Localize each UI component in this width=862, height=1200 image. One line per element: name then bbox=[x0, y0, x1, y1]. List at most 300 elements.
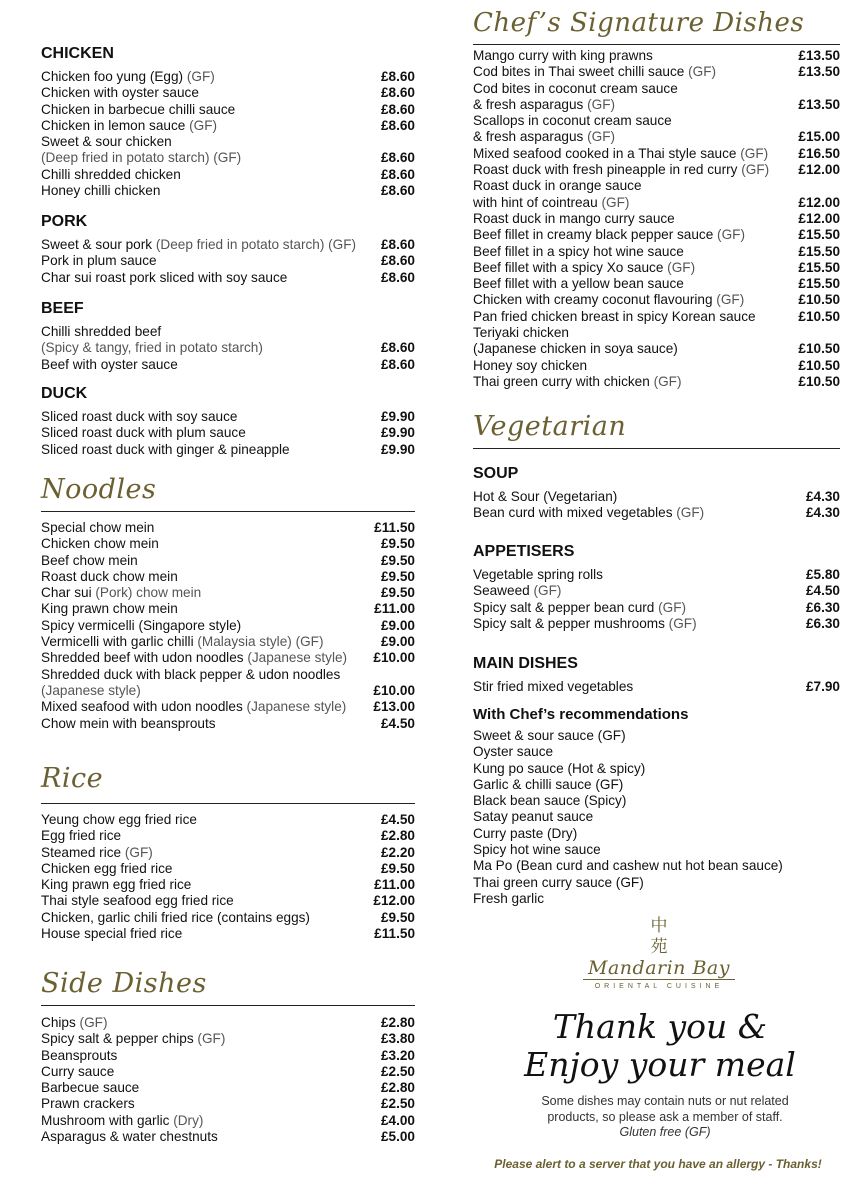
menu-item bbox=[41, 237, 415, 253]
item-note: (GF) bbox=[185, 117, 218, 133]
menu-item-name bbox=[41, 340, 375, 356]
menu-item-name bbox=[473, 97, 792, 113]
item-note: (Japanese style) bbox=[41, 682, 141, 698]
item-name-text: Egg fried rice bbox=[41, 828, 122, 844]
menu-item-price: £9.50 bbox=[380, 585, 415, 601]
item-note: (GF) bbox=[672, 505, 705, 521]
item-name-text: Stir fried mixed vegetables bbox=[473, 679, 634, 694]
section-title: SOUP bbox=[473, 465, 519, 482]
menu-item-name bbox=[473, 48, 792, 64]
menu-item bbox=[41, 150, 415, 166]
menu-item bbox=[473, 600, 840, 616]
menu-item-price: £12.00 bbox=[798, 162, 840, 178]
menu-item-price: £13.50 bbox=[798, 96, 840, 112]
item-name-text: Cod bites in coconut cream sauce bbox=[473, 80, 678, 96]
menu-item-name bbox=[41, 910, 375, 926]
section-heading-signature: Chef’s Signature Dishes bbox=[473, 8, 805, 38]
item-name-text: Pork in plum sauce bbox=[41, 253, 157, 269]
section-title: DUCK bbox=[41, 385, 88, 402]
menu-list bbox=[473, 679, 840, 695]
item-name-text: Thai green curry with chicken bbox=[473, 373, 650, 389]
section-title: MAIN DISHES bbox=[473, 655, 578, 672]
item-note: (Deep fried in potato starch) (GF) bbox=[41, 150, 242, 166]
menu-item bbox=[41, 1048, 415, 1064]
menu-item-price: £2.50 bbox=[380, 1096, 415, 1112]
section-beef bbox=[41, 300, 415, 373]
item-name-text: Chicken chow mein bbox=[41, 536, 159, 552]
item-name-text: Beansprouts bbox=[41, 1047, 118, 1063]
section-duck bbox=[41, 385, 415, 458]
menu-item bbox=[41, 1113, 415, 1129]
recommendation-list bbox=[473, 728, 840, 907]
menu-item-name bbox=[473, 600, 800, 616]
menu-item-price: £10.50 bbox=[798, 308, 840, 324]
menu-item-name bbox=[41, 877, 368, 893]
menu-list bbox=[41, 409, 415, 458]
section-heading-vegetarian: Vegetarian bbox=[473, 411, 627, 442]
menu-item bbox=[41, 812, 415, 828]
menu-item bbox=[41, 683, 415, 699]
item-note: (GF) bbox=[737, 162, 770, 178]
menu-item-price: £3.80 bbox=[380, 1031, 415, 1047]
allergen-note bbox=[500, 1094, 830, 1141]
item-note: (GF) bbox=[664, 615, 697, 631]
menu-item-price: £5.00 bbox=[380, 1129, 415, 1145]
recommendation-item: Curry paste (Dry) bbox=[473, 825, 578, 841]
item-name-text: Beef with oyster sauce bbox=[41, 356, 178, 372]
menu-item-name bbox=[41, 683, 367, 699]
item-note: (Spicy & tangy, fried in potato starch) bbox=[41, 340, 263, 356]
item-note: (GF) bbox=[649, 373, 682, 389]
menu-item-name bbox=[41, 553, 375, 569]
menu-item bbox=[473, 146, 840, 162]
recommendation-item: Satay peanut sauce bbox=[473, 809, 594, 825]
section-heading-side-dishes: Side Dishes bbox=[41, 968, 207, 999]
menu-list bbox=[41, 520, 415, 732]
menu-item-name bbox=[473, 227, 792, 243]
menu-item-price: £16.50 bbox=[798, 145, 840, 161]
section-pork bbox=[41, 213, 415, 286]
menu-item bbox=[41, 716, 415, 732]
menu-item-name bbox=[41, 1080, 375, 1096]
menu-item bbox=[473, 162, 840, 178]
menu-item-name bbox=[41, 1031, 375, 1047]
item-note: (GF) bbox=[736, 145, 769, 161]
item-note: (Japanese style) bbox=[243, 650, 348, 666]
menu-item-price: £12.00 bbox=[798, 194, 840, 210]
recommendation-item: Garlic & chilli sauce (GF) bbox=[473, 776, 624, 792]
menu-item-name bbox=[473, 292, 792, 308]
divider bbox=[473, 44, 840, 45]
menu-item-price: £7.90 bbox=[805, 679, 840, 694]
menu-item-name bbox=[41, 828, 375, 844]
menu-item-price: £11.00 bbox=[374, 601, 415, 617]
thanks-line: Thank you & bbox=[552, 1007, 768, 1046]
menu-item-price: £5.80 bbox=[805, 567, 840, 582]
item-name-text: Seaweed bbox=[473, 583, 530, 599]
menu-item-price: £4.00 bbox=[380, 1112, 415, 1128]
item-note: (Malaysia style) (GF) bbox=[193, 634, 324, 650]
menu-item-price: £12.00 bbox=[798, 210, 840, 226]
menu-item bbox=[41, 1015, 415, 1031]
menu-item-price: £9.50 bbox=[380, 860, 415, 876]
menu-item bbox=[41, 861, 415, 877]
menu-item-name bbox=[473, 325, 834, 341]
menu-item-name bbox=[41, 716, 375, 732]
menu-item-name bbox=[41, 150, 375, 166]
item-name-text: Chicken foo yung (Egg) bbox=[41, 69, 184, 84]
menu-item-name bbox=[473, 178, 834, 194]
item-name-text: Beef fillet in creamy black pepper sauce bbox=[473, 227, 714, 243]
section-noodles bbox=[41, 474, 415, 732]
item-name-text: Teriyaki chicken bbox=[473, 325, 569, 341]
menu-item bbox=[41, 926, 415, 942]
menu-item bbox=[41, 409, 415, 425]
item-note: (GF) bbox=[663, 259, 696, 275]
menu-item-price: £10.50 bbox=[798, 341, 840, 357]
section-rice bbox=[41, 763, 415, 942]
item-name-text: Roast duck in orange sauce bbox=[473, 178, 642, 194]
menu-item-name bbox=[473, 358, 792, 374]
item-name-text: Honey soy chicken bbox=[473, 357, 588, 373]
section-vegetarian bbox=[473, 411, 840, 449]
menu-item-price: £11.50 bbox=[374, 926, 415, 942]
menu-item bbox=[41, 1096, 415, 1112]
menu-item-price: £8.60 bbox=[380, 269, 415, 285]
section-title: CHICKEN bbox=[41, 45, 114, 62]
menu-item bbox=[473, 309, 840, 325]
item-name-text: Special chow mein bbox=[41, 520, 155, 535]
item-note: (GF) bbox=[193, 1031, 226, 1047]
section-heading-rice: Rice bbox=[41, 763, 104, 794]
menu-list bbox=[41, 237, 415, 286]
item-name-text: Honey chilli chicken bbox=[41, 183, 161, 199]
menu-item bbox=[41, 1064, 415, 1080]
menu-item bbox=[41, 102, 415, 118]
recommendation-item: Ma Po (Bean curd and cashew nut hot bean sauce) bbox=[473, 858, 783, 874]
menu-item bbox=[41, 520, 415, 536]
section-heading-noodles: Noodles bbox=[41, 474, 157, 505]
menu-item-name bbox=[41, 650, 367, 666]
item-name-text: Pan fried chicken breast in spicy Korean sauce bbox=[473, 308, 756, 324]
item-name-text: Thai style seafood egg fried rice bbox=[41, 893, 234, 909]
item-name-text: Chilli shredded chicken bbox=[41, 166, 181, 182]
menu-item-price: £9.90 bbox=[380, 425, 415, 441]
item-name-text: Spicy salt & pepper mushrooms bbox=[473, 615, 665, 631]
menu-item bbox=[473, 341, 840, 357]
item-name-text: Chicken in barbecue chilli sauce bbox=[41, 101, 236, 117]
menu-item-price: £2.80 bbox=[380, 1080, 415, 1096]
menu-item bbox=[473, 567, 840, 583]
menu-item-name bbox=[41, 324, 409, 340]
menu-item bbox=[41, 442, 415, 458]
menu-item bbox=[41, 585, 415, 601]
menu-item-price: £15.50 bbox=[798, 259, 840, 275]
item-name-text: Chicken with oyster sauce bbox=[41, 85, 199, 101]
menu-item-name bbox=[41, 893, 367, 909]
menu-item-name bbox=[473, 64, 792, 80]
menu-item-price: £8.60 bbox=[380, 253, 415, 269]
menu-item bbox=[41, 910, 415, 926]
item-name-text: House special fried rice bbox=[41, 926, 183, 942]
menu-item-name bbox=[473, 244, 792, 260]
menu-item-name bbox=[473, 162, 792, 178]
item-name-text: & fresh asparagus bbox=[473, 96, 584, 112]
menu-item bbox=[473, 227, 840, 243]
item-note: (GF) bbox=[597, 194, 630, 210]
item-note: (Pork) chow mein bbox=[91, 585, 202, 601]
menu-item-price: £8.60 bbox=[380, 356, 415, 372]
menu-list bbox=[473, 489, 840, 522]
menu-item bbox=[41, 183, 415, 199]
section-recommendations bbox=[473, 706, 840, 907]
menu-list bbox=[41, 1015, 415, 1145]
menu-item bbox=[41, 650, 415, 666]
note-line: Some dishes may contain nuts or nut related bbox=[541, 1094, 789, 1108]
menu-item bbox=[41, 118, 415, 134]
menu-item bbox=[41, 618, 415, 634]
menu-item-price: £15.50 bbox=[798, 227, 840, 243]
menu-item bbox=[41, 634, 415, 650]
menu-item-name bbox=[41, 167, 375, 183]
menu-item-name bbox=[41, 253, 375, 269]
menu-item-price: £8.60 bbox=[380, 183, 415, 199]
allergy-alert: Please alert to a server that you have an allergy - Thanks! bbox=[494, 1157, 822, 1171]
item-note: (GF) bbox=[529, 583, 562, 599]
menu-item-price: £8.60 bbox=[380, 69, 415, 84]
menu-item-price: £10.00 bbox=[373, 650, 415, 666]
menu-item-price: £13.50 bbox=[798, 64, 840, 80]
menu-item-name bbox=[41, 442, 375, 458]
menu-item bbox=[473, 48, 840, 64]
item-name-text: King prawn chow mein bbox=[41, 601, 178, 617]
menu-item-name bbox=[473, 489, 800, 505]
menu-item-price: £4.50 bbox=[380, 812, 415, 827]
menu-item-name bbox=[41, 102, 375, 118]
item-name-text: Roast duck with fresh pineapple in red curry bbox=[473, 162, 738, 178]
item-name-text: Vegetable spring rolls bbox=[473, 567, 603, 582]
menu-item bbox=[41, 1080, 415, 1096]
menu-item-name bbox=[41, 134, 409, 150]
item-note: (GF) bbox=[713, 227, 745, 243]
menu-item-price: £2.80 bbox=[380, 828, 415, 844]
section-side-dishes bbox=[41, 968, 415, 1145]
menu-item bbox=[41, 828, 415, 844]
logo-brand: Mandarin Bay bbox=[583, 957, 735, 980]
item-name-text: King prawn egg fried rice bbox=[41, 877, 192, 893]
item-name-text: Char sui roast pork sliced with soy sauce bbox=[41, 269, 288, 285]
menu-item-name bbox=[41, 1113, 375, 1129]
divider bbox=[473, 448, 840, 449]
menu-item-name bbox=[41, 536, 375, 552]
menu-item bbox=[473, 505, 840, 521]
item-name-text: Shredded beef with udon noodles bbox=[41, 650, 244, 666]
menu-item bbox=[41, 699, 415, 715]
menu-item-price: £10.50 bbox=[798, 373, 840, 389]
menu-item-price: £8.60 bbox=[380, 237, 415, 252]
menu-item-price: £10.50 bbox=[798, 357, 840, 373]
item-name-text: Roast duck chow mein bbox=[41, 568, 178, 584]
item-name-text: Sliced roast duck with ginger & pineapple bbox=[41, 441, 290, 457]
item-note: (GF) bbox=[583, 96, 616, 112]
menu-list bbox=[41, 812, 415, 942]
menu-item-name bbox=[473, 679, 800, 695]
menu-item-name bbox=[41, 85, 375, 101]
item-name-text: Yeung chow egg fried rice bbox=[41, 812, 197, 827]
item-name-text: Spicy vermicelli (Singapore style) bbox=[41, 617, 242, 633]
item-note: (Deep fried in potato starch) (GF) bbox=[152, 237, 357, 252]
menu-item bbox=[473, 679, 840, 695]
menu-item-name bbox=[473, 616, 800, 632]
menu-item bbox=[41, 877, 415, 893]
menu-item bbox=[41, 601, 415, 617]
item-note: (GF) bbox=[654, 599, 687, 615]
menu-item bbox=[41, 893, 415, 909]
recommendation-item: Thai green curry sauce (GF) bbox=[473, 874, 644, 890]
menu-list bbox=[473, 48, 840, 390]
menu-list bbox=[41, 69, 415, 199]
section-soup bbox=[473, 465, 840, 522]
menu-item bbox=[41, 85, 415, 101]
item-name-text: Chicken, garlic chili fried rice (contains eggs) bbox=[41, 909, 310, 925]
menu-item-price: £2.80 bbox=[380, 1015, 415, 1030]
menu-item-name bbox=[473, 374, 792, 390]
menu-item-price: £4.30 bbox=[805, 489, 840, 504]
menu-item-name bbox=[41, 409, 375, 425]
item-note: (GF) bbox=[183, 69, 215, 84]
menu-item bbox=[473, 244, 840, 260]
menu-list bbox=[473, 567, 840, 632]
item-name-text: Chow mein with beansprouts bbox=[41, 715, 216, 731]
menu-item-price: £6.30 bbox=[805, 615, 840, 631]
menu-item-price: £8.60 bbox=[380, 117, 415, 133]
menu-item bbox=[41, 569, 415, 585]
item-note: (GF) bbox=[121, 844, 153, 860]
menu-item bbox=[473, 260, 840, 276]
recommendation-item: Sweet & sour sauce (GF) bbox=[473, 728, 626, 743]
menu-item-name bbox=[473, 211, 792, 227]
item-name-text: Chicken in lemon sauce bbox=[41, 117, 186, 133]
menu-item bbox=[473, 292, 840, 308]
section-signature bbox=[473, 8, 840, 390]
item-name-text: Scallops in coconut cream sauce bbox=[473, 113, 672, 129]
recommendation-item: Black bean sauce (Spicy) bbox=[473, 793, 627, 809]
menu-item bbox=[473, 325, 840, 341]
menu-item bbox=[41, 340, 415, 356]
menu-item-name bbox=[41, 601, 368, 617]
menu-item-name bbox=[41, 861, 375, 877]
item-note: (GF) bbox=[684, 64, 717, 80]
menu-item-price: £9.50 bbox=[380, 552, 415, 568]
menu-item bbox=[41, 553, 415, 569]
item-note: (Dry) bbox=[169, 1112, 204, 1128]
menu-item bbox=[473, 97, 840, 113]
item-name-text: Bean curd with mixed vegetables bbox=[473, 505, 673, 521]
divider bbox=[41, 803, 415, 804]
menu-item-price: £9.50 bbox=[380, 568, 415, 584]
menu-item-name bbox=[41, 926, 368, 942]
menu-item bbox=[41, 425, 415, 441]
menu-item-price: £9.50 bbox=[380, 909, 415, 925]
menu-item-name bbox=[41, 812, 375, 828]
menu-item bbox=[473, 374, 840, 390]
menu-item-price: £9.00 bbox=[380, 634, 415, 650]
menu-item-price: £9.90 bbox=[380, 441, 415, 457]
menu-item-name bbox=[473, 341, 792, 357]
item-name-text: Chicken egg fried rice bbox=[41, 860, 173, 876]
menu-item-price: £2.50 bbox=[380, 1063, 415, 1079]
menu-item bbox=[473, 276, 840, 292]
menu-item-name bbox=[473, 113, 834, 129]
menu-item-name bbox=[473, 567, 800, 583]
menu-item-name bbox=[41, 1048, 375, 1064]
menu-item-price: £15.50 bbox=[798, 243, 840, 259]
menu-item-name bbox=[41, 1015, 375, 1031]
item-name-text: Sliced roast duck with soy sauce bbox=[41, 409, 238, 424]
menu-item bbox=[473, 358, 840, 374]
item-note: (Japanese style) bbox=[242, 699, 347, 715]
note-line: Gluten free (GF) bbox=[619, 1125, 711, 1139]
menu-item-name bbox=[41, 618, 375, 634]
item-name-text: & fresh asparagus bbox=[473, 129, 584, 145]
item-name-text: Barbecue sauce bbox=[41, 1080, 140, 1096]
menu-item-price: £9.00 bbox=[380, 617, 415, 633]
item-name-text: Roast duck in mango curry sauce bbox=[473, 210, 675, 226]
section-title: With Chef’s recommendations bbox=[473, 706, 689, 723]
menu-item-name bbox=[41, 357, 375, 373]
menu-item bbox=[41, 536, 415, 552]
item-name-text: Mango curry with king prawns bbox=[473, 48, 653, 63]
section-main-dishes bbox=[473, 655, 840, 695]
menu-item-price: £4.30 bbox=[805, 505, 840, 521]
menu-item bbox=[473, 195, 840, 211]
logo bbox=[583, 915, 735, 990]
item-name-text: Spicy salt & pepper chips bbox=[41, 1031, 194, 1047]
menu-item-price: £8.60 bbox=[380, 340, 415, 356]
menu-item-price: £4.50 bbox=[805, 583, 840, 599]
item-name-text: Prawn crackers bbox=[41, 1096, 135, 1112]
divider bbox=[41, 1005, 415, 1006]
item-name-text: Mushroom with garlic bbox=[41, 1112, 170, 1128]
menu-item-price: £9.50 bbox=[380, 536, 415, 552]
item-name-text: Sweet & sour chicken bbox=[41, 134, 172, 150]
note-line: products, so please ask a member of staff. bbox=[547, 1109, 783, 1124]
menu-item bbox=[473, 489, 840, 505]
logo-chinese-char: 中 bbox=[650, 916, 668, 935]
menu-item-price: £2.20 bbox=[380, 844, 415, 860]
menu-item-name bbox=[41, 237, 375, 253]
section-appetisers bbox=[473, 543, 840, 632]
item-note: (GF) bbox=[583, 129, 616, 145]
item-name-text: Mixed seafood cooked in a Thai style sauce bbox=[473, 145, 737, 161]
menu-item-price: £8.60 bbox=[380, 150, 415, 166]
thank-you-message bbox=[500, 1008, 820, 1084]
menu-item-price: £4.50 bbox=[380, 715, 415, 731]
menu-item bbox=[41, 134, 415, 150]
menu-item bbox=[473, 616, 840, 632]
menu-item bbox=[473, 64, 840, 80]
menu-item bbox=[41, 270, 415, 286]
menu-item-price: £3.20 bbox=[380, 1047, 415, 1063]
item-name-text: Steamed rice bbox=[41, 844, 122, 860]
menu-item bbox=[41, 357, 415, 373]
divider bbox=[41, 511, 415, 512]
menu-item bbox=[41, 845, 415, 861]
menu-item-name bbox=[41, 1096, 375, 1112]
menu-item-name bbox=[473, 260, 792, 276]
item-name-text: Spicy salt & pepper bean curd bbox=[473, 599, 655, 615]
menu-item bbox=[473, 178, 840, 194]
